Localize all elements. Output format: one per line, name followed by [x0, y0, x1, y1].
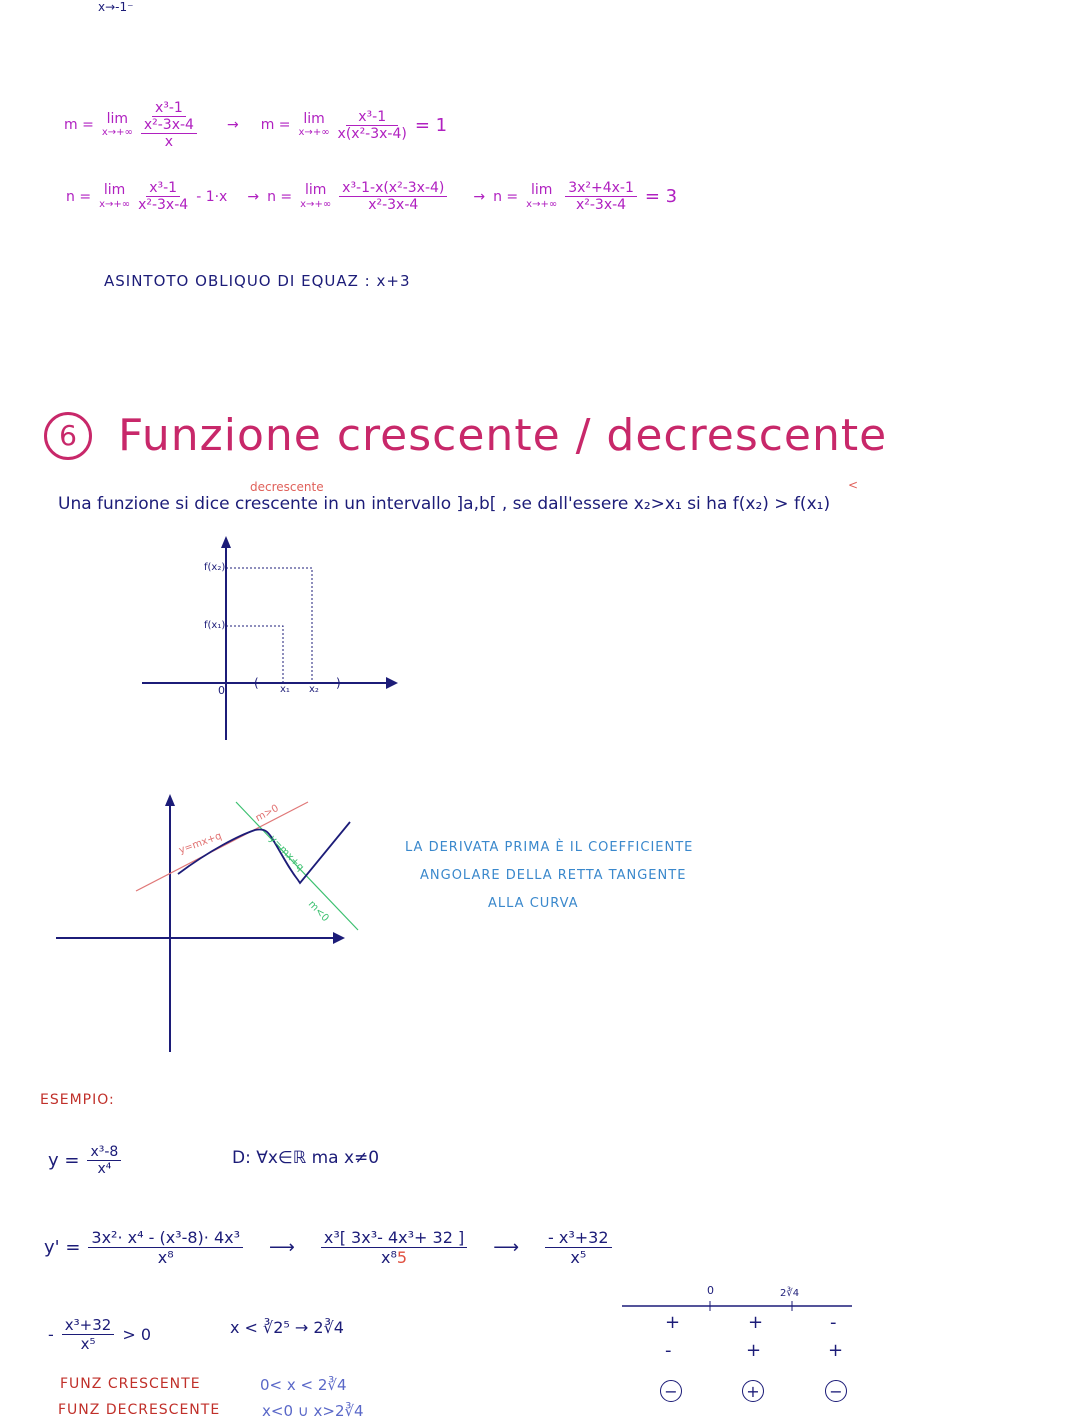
oblique-asymptote: ASINTOTO OBLIQUO DI EQUAZ : x+3 [104, 272, 411, 290]
y-axis-arrow [221, 536, 231, 548]
tangent-label-positive: y=mx+q [177, 830, 224, 857]
x-axis-arrow [386, 677, 398, 689]
limit: lim x→+∞ [298, 110, 330, 139]
derivative: y' = $\frac{\text{3x²· x⁴ - (x³-8)· 4x³}}{\text{x⁸}}$ ⟶ x³[ 3x³- 4x³+ 32 ] x⁸5 ⟶ - x³+32 x⁵ [44, 1228, 612, 1267]
fraction: $\frac{\text{3x²+4x-1}}{\text{x²-3x-4}}$ [565, 180, 637, 213]
note-line-3: ALLA CURVA [488, 896, 579, 911]
example-label: ESEMPIO: [40, 1092, 115, 1108]
m-result: = 1 [414, 114, 448, 136]
increasing-label: FUNZ CRESCENTE [60, 1376, 201, 1392]
slope-negative-label: m<0 [305, 898, 331, 925]
result-sign-circle: − [825, 1380, 847, 1402]
tangent-label-negative: y=mx+q [266, 833, 306, 874]
decreasing-interval: x<0 ∪ x>2∛4 [262, 1402, 364, 1420]
m-label: m = [64, 117, 94, 133]
fraction: x³-1-x(x²-3x-4) x²-3x-4 [339, 180, 447, 213]
svg-text:): ) [336, 676, 341, 690]
m-label: m = [260, 117, 291, 133]
label-x1: x₁ [280, 684, 290, 695]
dashed-guide-x1 [226, 626, 283, 683]
section-title: Funzione crescente / decrescente [118, 410, 888, 461]
note-line-2: ANGOLARE DELLA RETTA TANGENTE [420, 868, 687, 883]
limit: lim x→+∞ [526, 182, 558, 210]
solution: x < ∛2⁵ → 2∛4 [230, 1318, 344, 1337]
definition-text: Una funzione si dice crescente in un intervallo ]a,b[ , se dall'essere x₂>x₁ si ha f(x₂) > f(x₁) [58, 494, 831, 514]
annotation-less-than: < [848, 478, 859, 492]
label-fx2: f(x₂) [204, 562, 226, 573]
n-calculation: n = lim x→+∞ x³-1 x²-3x-4 - 1·x → n = lim x→+∞ x³-1-x(x²-3x-4) x²-3x-4 → n = lim x→+∞ $\frac{\text{3x²+4x-1}}{\text{x²-3x-4}}$ = 3 [66, 180, 678, 213]
limit: lim x→+∞ [101, 110, 133, 139]
minus-term: - 1·x [196, 188, 228, 205]
section-number: 6 [44, 412, 92, 460]
svg-text:(: ( [254, 676, 259, 690]
result-sign-circle: − [660, 1380, 682, 1402]
graph-increasing [130, 530, 410, 745]
sign-point-1: 2∛4 [780, 1288, 800, 1299]
label-origin: 0 [218, 684, 225, 697]
annotation-decrescente: decrescente [250, 480, 324, 494]
inequality: - x³+32 x⁵ > 0 [48, 1316, 151, 1353]
n-result: = 3 [644, 186, 678, 207]
sign: - [665, 1340, 672, 1361]
arrow: → [226, 117, 239, 133]
slope-positive-label: m>0 [253, 802, 281, 825]
sign: + [746, 1340, 762, 1361]
sign-point-0: 0 [707, 1284, 714, 1297]
m-calculation [64, 100, 447, 150]
fraction: $\frac{\text{x³-1}}{\text{x(x²-3x-4)}}$ [337, 108, 407, 142]
n-label: n = [267, 188, 293, 205]
sign: + [828, 1340, 844, 1361]
domain: D: ∀x∈ℝ ma x≠0 [232, 1148, 380, 1168]
graph-tangents [50, 790, 370, 1060]
increasing-interval: 0< x < 2∛4 [260, 1376, 347, 1394]
y-axis-arrow [165, 794, 175, 806]
fraction: x³-1 x²-3x-4 [138, 180, 189, 213]
fraction: x³-1 x²-3x-4 x [141, 100, 197, 150]
fraction: $\frac{\text{x³-8}}{\text{x⁴}}$ [87, 1144, 121, 1177]
n-label: n = [66, 188, 92, 205]
result-sign-circle: + [742, 1380, 764, 1402]
limit: lim x→+∞ [300, 182, 332, 210]
function-definition: y = $\frac{\text{x³-8}}{\text{x⁴}}$ [48, 1144, 121, 1177]
decreasing-label: FUNZ DECRESCENTE [58, 1402, 221, 1418]
sign-table-axis [620, 1296, 860, 1316]
section-heading [44, 410, 887, 461]
cut-off-limit: x→-1⁻ [98, 0, 134, 14]
note-line-1: LA DERIVATA PRIMA È IL COEFFICIENTE [405, 840, 694, 855]
sign: - [830, 1312, 837, 1333]
sign: + [665, 1312, 681, 1333]
limit: lim x→+∞ [99, 182, 131, 210]
n-label: n = [493, 188, 519, 205]
x-axis-arrow [333, 932, 345, 944]
label-fx1: f(x₁) [204, 620, 226, 631]
label-x2: x₂ [309, 684, 319, 695]
sign: + [748, 1312, 764, 1333]
